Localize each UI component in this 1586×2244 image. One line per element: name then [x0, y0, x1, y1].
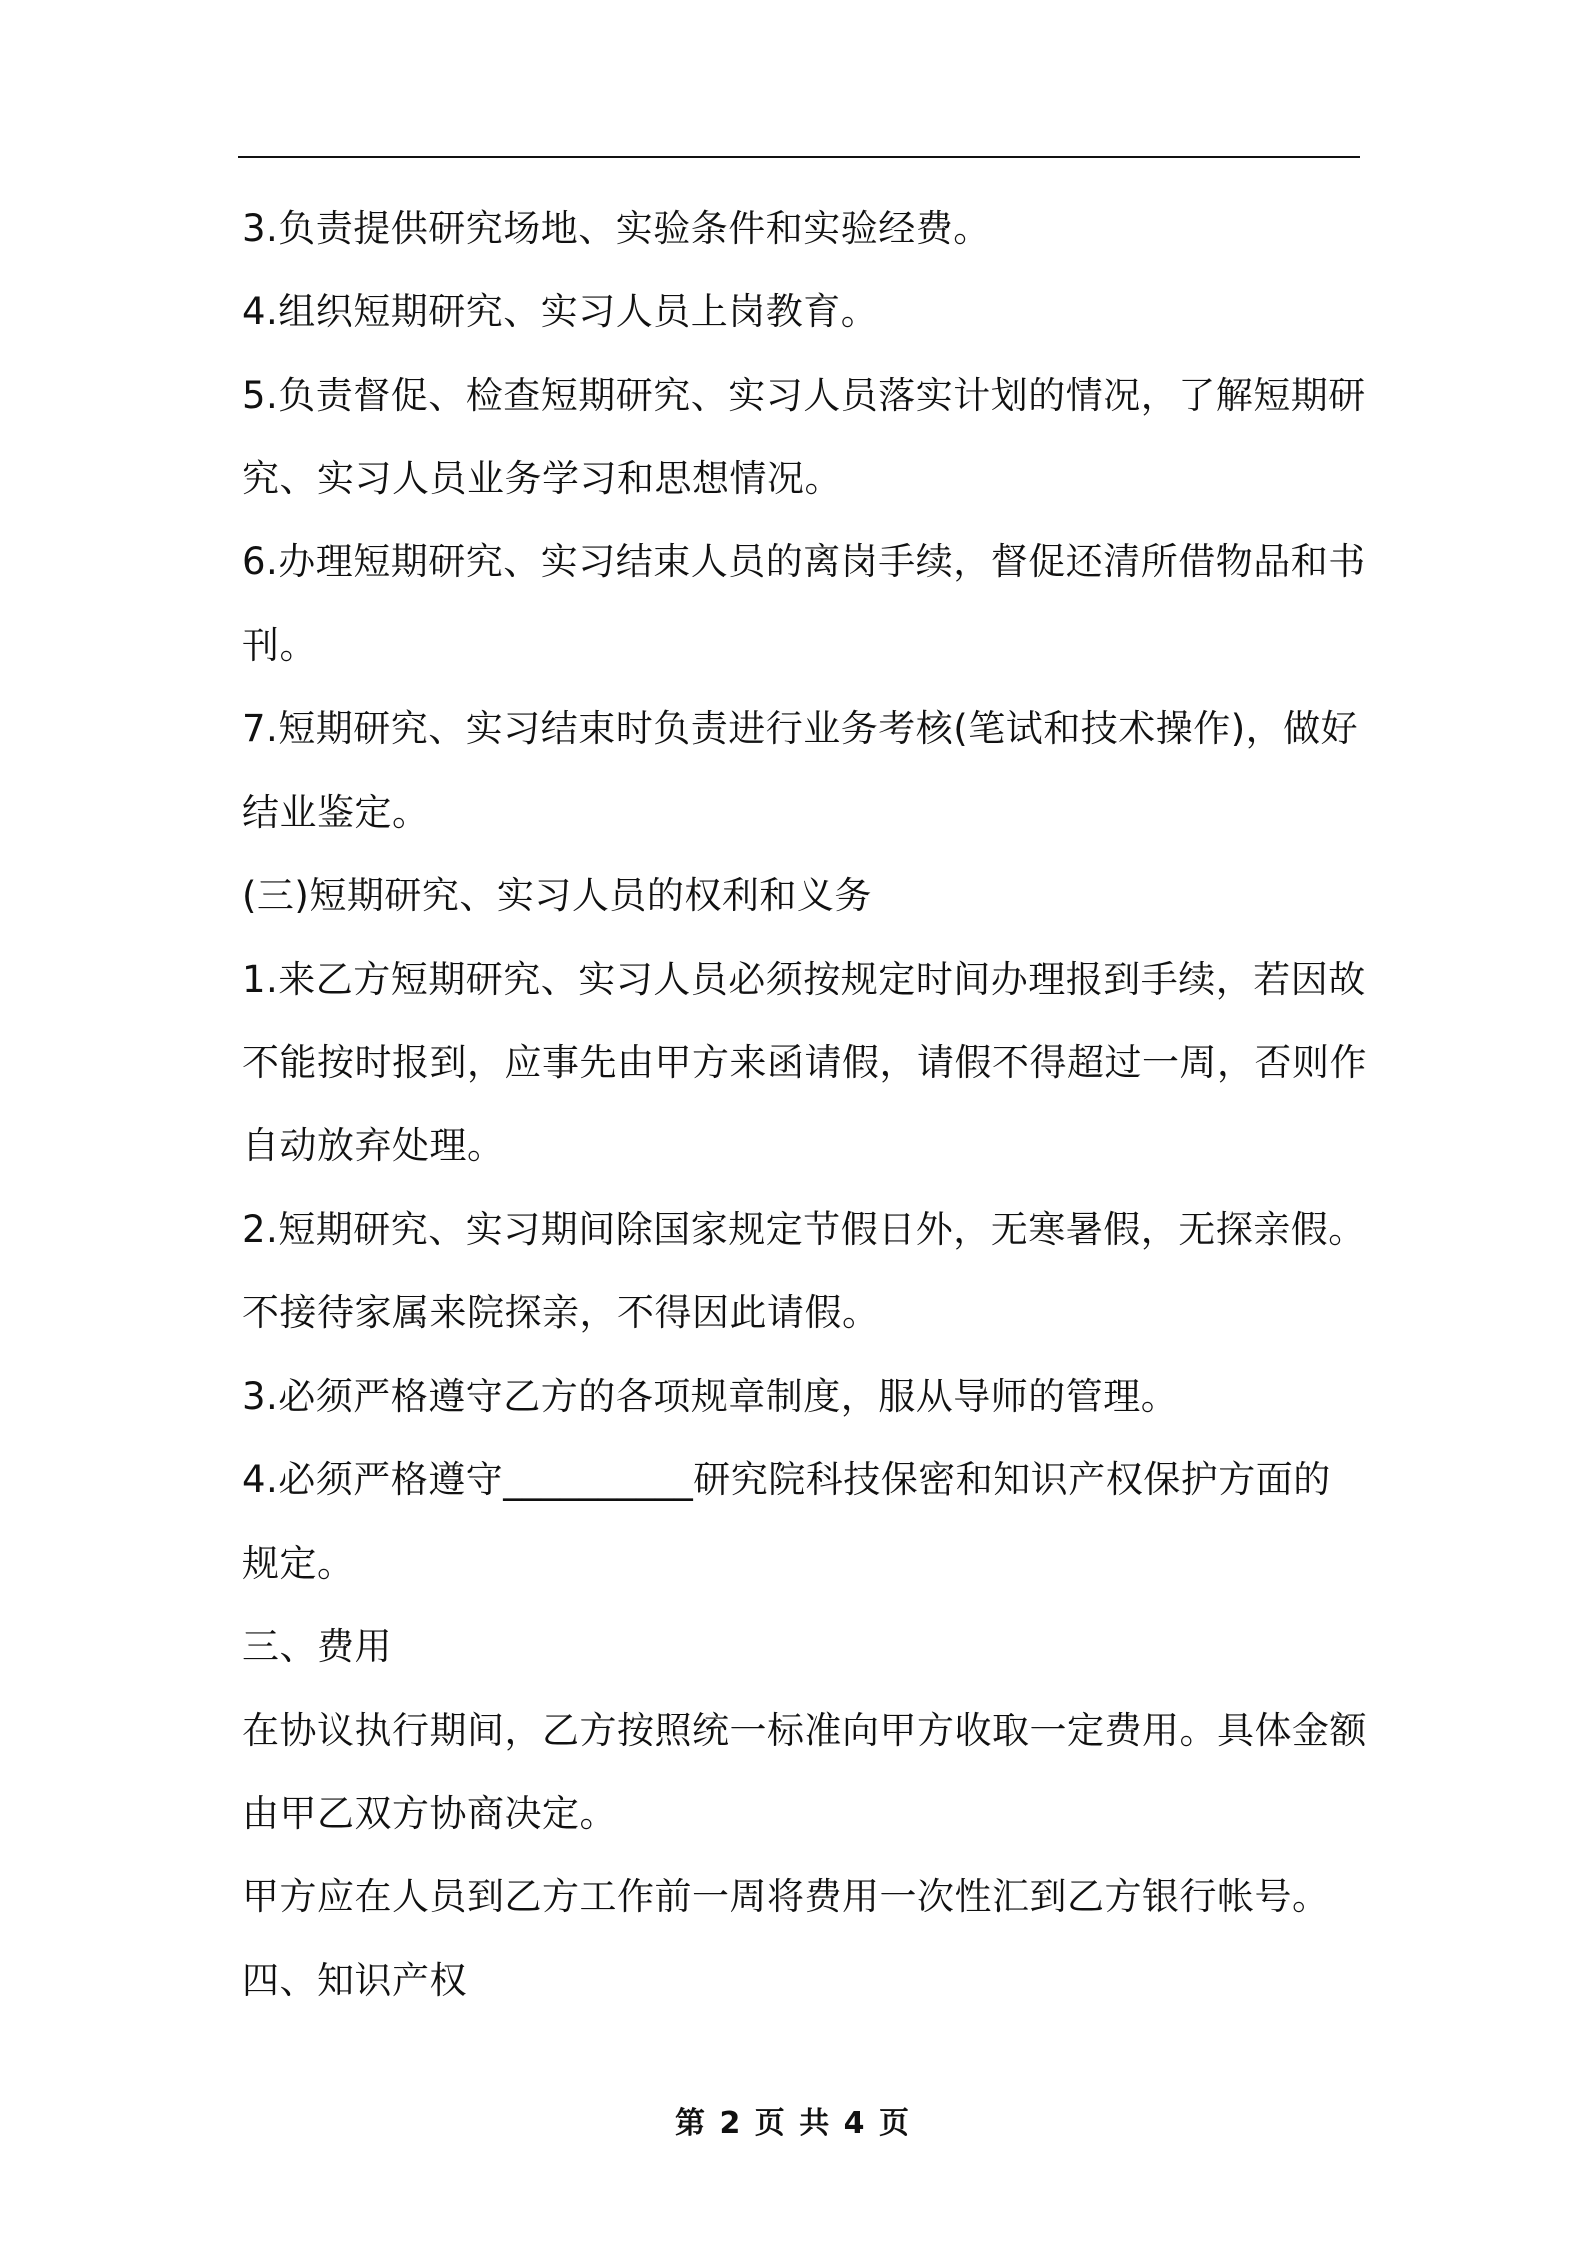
text-line: 在协议执行期间，乙方按照统一标准向甲方收取一定费用。具体金额 — [242, 1709, 1367, 1752]
text-line: 由甲乙双方协商决定。 — [242, 1792, 617, 1835]
text-line: 1.来乙方短期研究、实习人员必须按规定时间办理报到手续，若因故 — [242, 958, 1366, 1001]
text-line: 不能按时报到，应事先由甲方来函请假，请假不得超过一周，否则作 — [242, 1041, 1367, 1084]
text-line: 6.办理短期研究、实习结束人员的离岗手续，督促还清所借物品和书 — [242, 540, 1366, 583]
text-line: 甲方应在人员到乙方工作前一周将费用一次性汇到乙方银行帐号。 — [242, 1875, 1330, 1918]
text-line: 刊。 — [242, 624, 317, 667]
text-line: 4.必须严格遵守__________研究院科技保密和知识产权保护方面的 — [242, 1458, 1331, 1501]
text-line: 不接待家属来院探亲，不得因此请假。 — [242, 1291, 880, 1334]
text-line: 2.短期研究、实习期间除国家规定节假日外，无寒暑假，无探亲假。 — [242, 1208, 1366, 1251]
section-heading: 四、知识产权 — [242, 1959, 467, 2002]
page-number-footer: 第 2 页 共 4 页 — [675, 2106, 911, 2141]
text-line: 结业鉴定。 — [242, 791, 430, 834]
text-line: 5.负责督促、检查短期研究、实习人员落实计划的情况，了解短期研 — [242, 374, 1366, 417]
text-line: 3.必须严格遵守乙方的各项规章制度，服从导师的管理。 — [242, 1375, 1179, 1418]
text-line: 自动放弃处理。 — [242, 1124, 505, 1167]
text-line: 3.负责提供研究场地、实验条件和实验经费。 — [242, 207, 991, 250]
text-line: 究、实习人员业务学习和思想情况。 — [242, 457, 842, 500]
section-heading: 三、费用 — [242, 1625, 392, 1668]
text-line: 4.组织短期研究、实习人员上岗教育。 — [242, 290, 879, 333]
text-line: 7.短期研究、实习结束时负责进行业务考核(笔试和技术操作)，做好 — [242, 707, 1359, 750]
text-line: 规定。 — [242, 1542, 355, 1585]
section-heading: (三)短期研究、实习人员的权利和义务 — [242, 874, 872, 917]
header-rule — [238, 156, 1360, 158]
